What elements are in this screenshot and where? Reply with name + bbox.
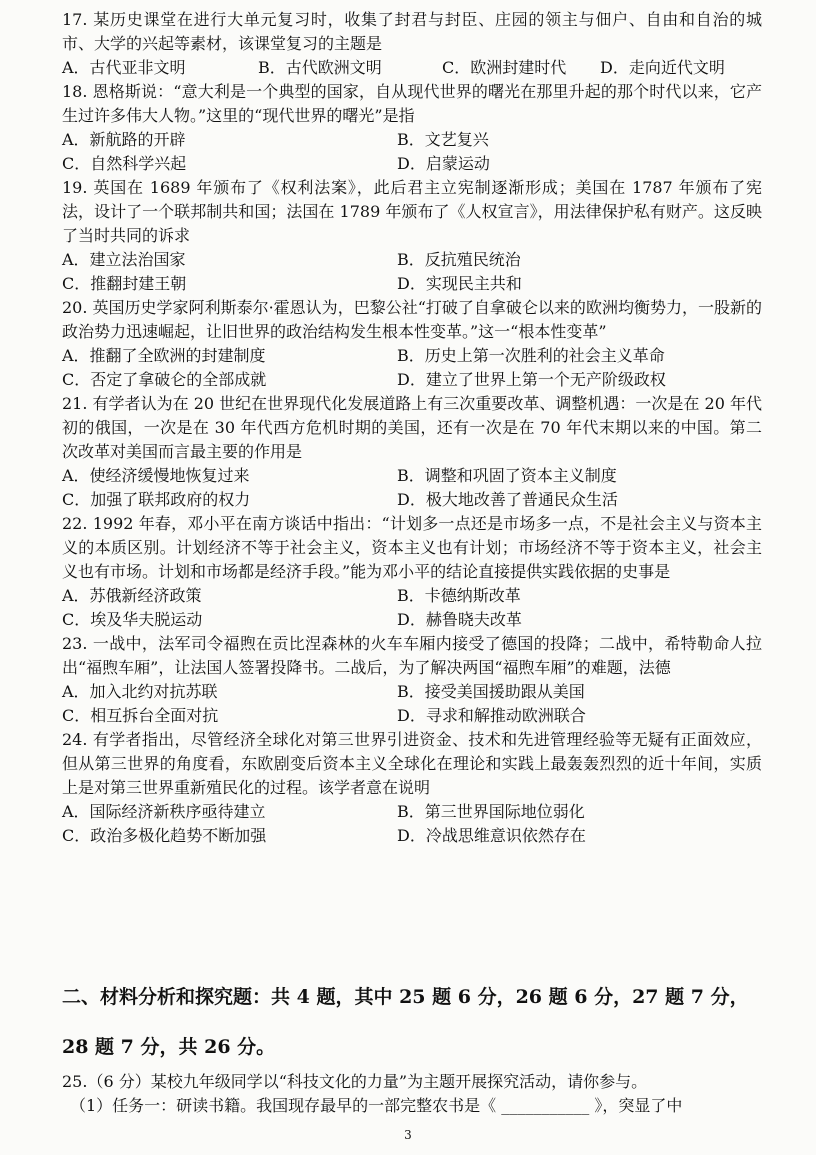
answer-option: B．文艺复兴 [397, 130, 489, 149]
answer-option: A．建立法治国家 [62, 250, 186, 269]
answer-option: A．国际经济新秩序亟待建立 [62, 802, 266, 821]
question-block [62, 728, 762, 848]
question-block [62, 296, 762, 392]
answer-option: B．第三世界国际地位弱化 [397, 802, 585, 821]
answer-option: C．埃及华夫脱运动 [62, 610, 203, 629]
answer-option: A．推翻了全欧洲的封建制度 [62, 346, 266, 365]
question-25-stem: 25.（6 分）某校九年级同学以“科技文化的力量”为主题开展探究活动，请你参与。 [62, 1072, 648, 1091]
answer-option: D．极大地改善了普通民众生活 [397, 490, 618, 509]
question-stem: 19. 英国在 1689 年颁布了《权利法案》，此后君主立宪制逐渐形成；美国在 1787 年颁布了宪法，设计了一个联邦制共和国；法国在 1789 年颁布了《人权宣言》，用法律保护私有财产。这反映了当时共同的诉求 [62, 178, 762, 245]
answer-option: D．冷战思维意识依然存在 [397, 826, 586, 845]
question-block [62, 392, 762, 512]
question-25-subtask: （1）任务一：研读书籍。我国现存最早的一部完整农书是《 ___________ 》，突显了中 [70, 1096, 683, 1115]
answer-option: C．加强了联邦政府的权力 [62, 490, 251, 509]
question-block [62, 176, 762, 296]
question-stem: 22. 1992 年春，邓小平在南方谈话中指出：“计划多一点还是市场多一点，不是社会主义与资本主义的本质区别。计划经济不等于社会主义，资本主义也有计划；市场经济不等于资本主义，社会主义也有市场。计划和市场都是经济手段。”能为邓小平的结论直接提供实践依据的史事是 [62, 514, 762, 581]
answer-option: D．赫鲁晓夫改革 [397, 610, 522, 629]
page-number: 3 [404, 1128, 412, 1142]
answer-option: C．欧洲封建时代 [442, 58, 567, 77]
answer-option: B．卡德纳斯改革 [397, 586, 521, 605]
section-heading: 二、材料分析和探究题：共 4 题，其中 25 题 6 分，26 题 6 分，27 题 7 分， [62, 986, 749, 1008]
answer-option: A．使经济缓慢地恢复过来 [62, 466, 250, 485]
option-list [62, 248, 762, 296]
option-list [62, 128, 762, 176]
answer-option: C．自然科学兴起 [62, 154, 187, 173]
question-stem: 20. 英国历史学家阿利斯泰尔·霍恩认为，巴黎公社“打破了自拿破仑以来的欧洲均衡势力，一股新的政治势力迅速崛起，让旧世界的政治结构发生根本性变革。”这一“根本性变革” [62, 298, 762, 341]
question-stem: 17. 某历史课堂在进行大单元复习时，收集了封君与封臣、庄园的领主与佃户、自由和自治的城市、大学的兴起等素材，该课堂复习的主题是 [62, 10, 762, 53]
question-stem: 24. 有学者指出，尽管经济全球化对第三世界引进资金、技术和先进管理经验等无疑有正面效应，但从第三世界的角度看，东欧剧变后资本主义全球化在理论和实践上最轰轰烈烈的近十年间，实质上是对第三世界重新殖民化的过程。该学者意在说明 [62, 730, 762, 797]
section-heading-line2: 28 题 7 分，共 26 分。 [62, 1036, 276, 1058]
option-list [62, 800, 762, 848]
answer-option: D．走向近代文明 [600, 58, 725, 77]
question-block [62, 512, 762, 632]
option-list [62, 680, 762, 728]
question-block [62, 8, 762, 80]
answer-option: B．历史上第一次胜利的社会主义革命 [397, 346, 665, 365]
answer-option: D．启蒙运动 [397, 154, 490, 173]
question-list [62, 8, 762, 848]
answer-option: D．建立了世界上第一个无产阶级政权 [397, 370, 666, 389]
answer-option: C．推翻封建王朝 [62, 274, 187, 293]
answer-option: C．相互拆台全面对抗 [62, 706, 219, 725]
option-list [62, 464, 762, 512]
answer-option: D．实现民主共和 [397, 274, 522, 293]
question-stem: 21. 有学者认为在 20 世纪在世界现代化发展道路上有三次重要改革、调整机遇：一次是在 20 年代初的俄国，一次是在 30 年代西方危机时期的美国，还有一次是在 70 年代末期以来的中国。第二次改革对美国而言最主要的作用是 [62, 394, 762, 461]
question-block [62, 632, 762, 728]
option-list [62, 344, 762, 392]
answer-option: B．调整和巩固了资本主义制度 [397, 466, 617, 485]
answer-option: A．苏俄新经济政策 [62, 586, 202, 605]
option-list [62, 584, 762, 632]
question-block [62, 80, 762, 176]
answer-option: A．古代亚非文明 [62, 58, 186, 77]
answer-option: B．接受美国援助跟从美国 [397, 682, 585, 701]
answer-option: B．反抗殖民统治 [397, 250, 521, 269]
answer-option: D．寻求和解推动欧洲联合 [397, 706, 586, 725]
answer-option: C．政治多极化趋势不断加强 [62, 826, 267, 845]
question-stem: 23. 一战中，法军司令福煦在贡比涅森林的火车车厢内接受了德国的投降；二战中，希特勒命人拉出“福煦车厢”，让法国人签署投降书。二战后，为了解决两国“福煦车厢”的难题，法德 [62, 634, 762, 677]
answer-option: A．加入北约对抗苏联 [62, 682, 218, 701]
answer-option: C．否定了拿破仑的全部成就 [62, 370, 267, 389]
option-list [62, 56, 762, 80]
answer-option: A．新航路的开辟 [62, 130, 186, 149]
answer-option: B．古代欧洲文明 [258, 58, 382, 77]
question-stem: 18. 恩格斯说：“意大利是一个典型的国家，自从现代世界的曙光在那里升起的那个时代以来，它产生过许多伟大人物。”这里的“现代世界的曙光”是指 [62, 82, 762, 125]
